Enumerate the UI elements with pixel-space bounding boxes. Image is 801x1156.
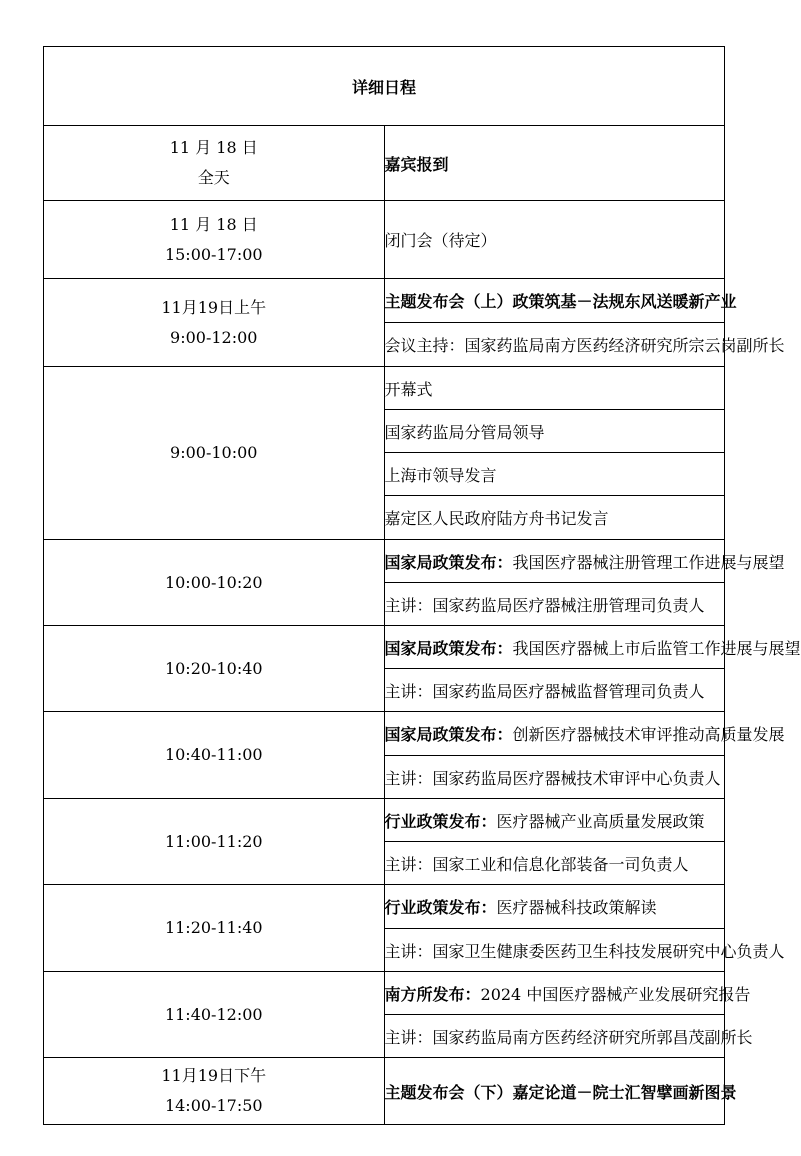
time-line: 10:00-10:20 — [164, 572, 263, 592]
session-item — [384, 583, 725, 626]
session-text: 主讲：国家药监局医疗器械技术审评中心负责人 — [384, 768, 721, 788]
session-heading: 行业政策发布： — [384, 898, 497, 917]
time-line: 11月19日下午 — [161, 1066, 267, 1085]
session-item — [384, 126, 725, 201]
time-line: 10:20-10:40 — [164, 658, 263, 678]
time-line: 11月19日上午 — [161, 297, 267, 317]
schedule-title: 详细日程 — [44, 47, 725, 126]
session-item — [384, 540, 785, 583]
session-text: 闭门会（待定） — [384, 231, 497, 250]
session-heading: 国家局政策发布： — [384, 638, 513, 658]
session-item — [384, 626, 801, 669]
session-text: 嘉定区人民政府陆方舟书记发言 — [384, 509, 609, 528]
session-item — [384, 972, 751, 1015]
session-item — [384, 453, 725, 496]
session-item — [384, 799, 725, 842]
time-line: 15:00-17:00 — [164, 244, 263, 264]
session-heading: 南方所发布： — [384, 984, 481, 1004]
session-heading: 主题发布会（下）嘉定论道－院士汇智擘画新图景 — [384, 1082, 737, 1102]
session-item — [384, 1015, 753, 1058]
session-text: 主讲：国家工业和信息化部装备一司负责人 — [384, 854, 689, 874]
time-line: 11 月 18 日 — [169, 214, 258, 234]
table-row — [44, 1058, 725, 1125]
time-cell — [44, 279, 385, 367]
session-text: 主讲：国家药监局南方医药经济研究所郭昌茂副所长 — [384, 1027, 753, 1047]
time-line: 11:20-11:40 — [164, 918, 263, 937]
session-heading: 主题发布会（上）政策筑基－法规东风送暖新产业 — [384, 292, 737, 311]
session-heading: 国家局政策发布： — [384, 552, 513, 572]
schedule-table — [43, 46, 801, 1125]
session-text: 会议主持：国家药监局南方医药经济研究所宗云岗副所长 — [384, 336, 785, 355]
session-item — [384, 842, 725, 885]
session-text: 主讲：国家药监局医疗器械注册管理司负责人 — [384, 595, 705, 615]
session-text: 上海市领导发言 — [384, 465, 497, 485]
session-text: 医疗器械科技政策解读 — [496, 898, 657, 917]
time-cell — [44, 972, 385, 1058]
session-text: 国家药监局分管局领导 — [384, 422, 545, 442]
title-row — [44, 47, 725, 126]
table-row — [44, 885, 725, 929]
session-text: 创新医疗器械技术审评推动高质量发展 — [512, 725, 785, 744]
time-cell — [44, 540, 385, 626]
time-line: 14:00-17:50 — [164, 1096, 263, 1115]
table-row — [44, 201, 725, 279]
session-text: 我国医疗器械注册管理工作进展与展望 — [512, 552, 785, 572]
table-row — [44, 279, 725, 323]
table-row — [44, 972, 725, 1015]
time-line: 11:00-11:20 — [164, 831, 263, 851]
session-text: 主讲：国家药监局医疗器械监督管理司负责人 — [384, 681, 705, 701]
table-row — [44, 367, 725, 410]
session-text: 我国医疗器械上市后监管工作进展与展望 — [512, 638, 801, 658]
time-line: 11 月 18 日 — [169, 138, 258, 157]
session-text: 医疗器械产业高质量发展政策 — [496, 811, 705, 831]
table-row — [44, 626, 725, 669]
session-item — [384, 201, 725, 279]
session-item — [384, 367, 725, 410]
time-line: 9:00-12:00 — [170, 327, 258, 347]
time-cell — [44, 1058, 385, 1125]
table-row — [44, 126, 725, 201]
time-line: 9:00-10:00 — [170, 443, 258, 462]
session-heading: 国家局政策发布： — [384, 725, 513, 744]
session-text: 开幕式 — [384, 379, 433, 399]
time-cell — [44, 626, 385, 712]
time-cell — [44, 126, 385, 201]
session-text: 主讲：国家卫生健康委医药卫生科技发展研究中心负责人 — [384, 941, 785, 961]
session-item — [384, 496, 725, 540]
time-line: 11:40-12:00 — [164, 1004, 263, 1024]
session-item — [384, 929, 785, 972]
session-item — [384, 1058, 737, 1125]
time-cell — [44, 885, 385, 972]
session-item — [384, 885, 725, 929]
time-cell — [44, 367, 385, 540]
session-heading: 嘉宾报到 — [384, 154, 449, 174]
session-item — [384, 712, 785, 756]
session-text: 2024 中国医疗器械产业发展研究报告 — [480, 984, 751, 1004]
session-item — [384, 756, 725, 799]
session-item — [384, 669, 725, 712]
time-cell — [44, 799, 385, 885]
table-row — [44, 712, 725, 756]
table-row — [44, 540, 725, 583]
table-row — [44, 799, 725, 842]
time-cell — [44, 712, 385, 799]
time-line: 全天 — [197, 168, 230, 187]
time-line: 10:40-11:00 — [164, 745, 263, 764]
session-item — [384, 323, 785, 367]
time-cell — [44, 201, 385, 279]
session-item — [384, 410, 725, 453]
session-item — [384, 279, 737, 323]
session-heading: 行业政策发布： — [384, 811, 497, 831]
